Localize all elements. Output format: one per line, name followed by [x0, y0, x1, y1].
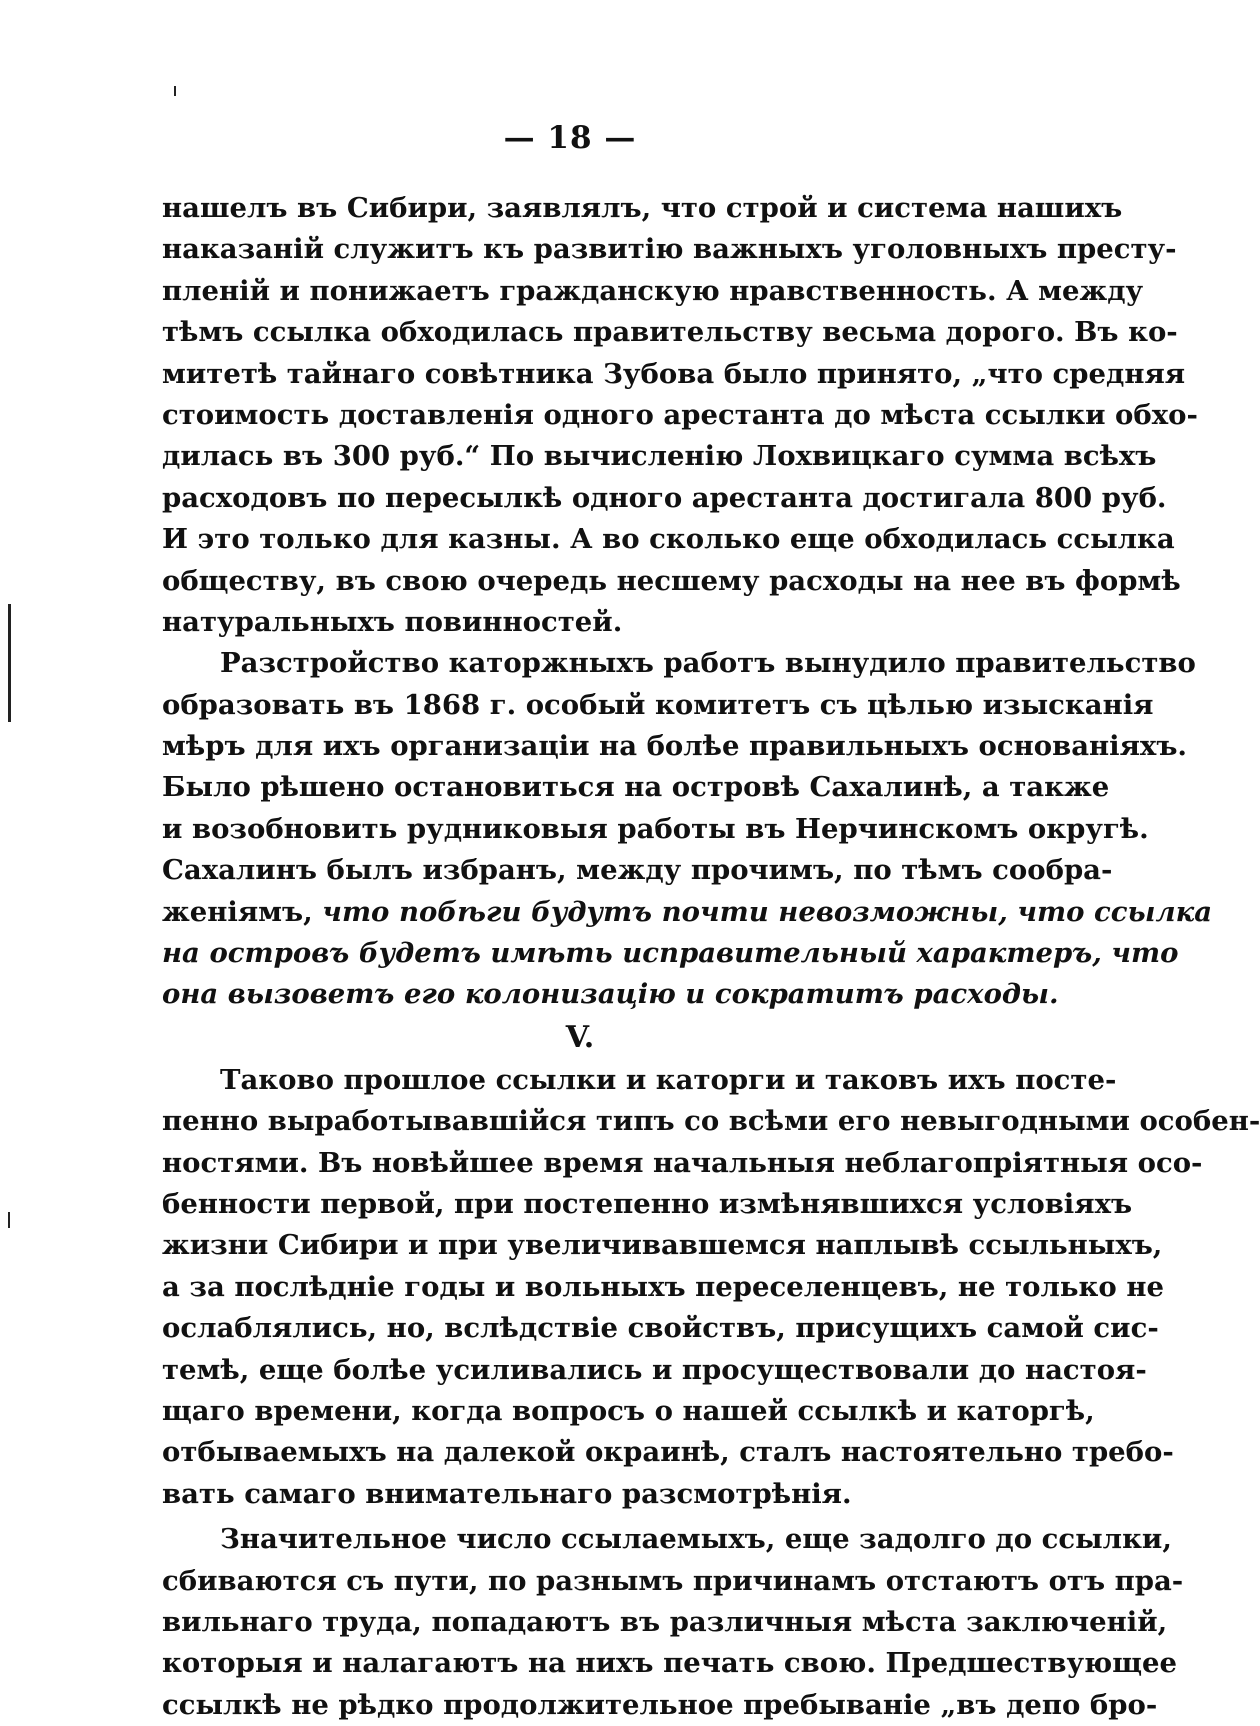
text-line: Сахалинъ былъ избранъ, между прочимъ, по тѣмъ сообра- — [162, 854, 1113, 887]
section-heading: V. — [565, 1019, 595, 1055]
paragraph-4 — [162, 1519, 1184, 1726]
italic-fragment: что побѣги будутъ почти невозможны, что ссылка — [322, 895, 1213, 928]
paragraph-1 — [162, 188, 1198, 643]
text-line: И это только для казны. А во сколько еще обходилась ссылка — [162, 523, 1175, 556]
paragraph-2 — [162, 643, 1213, 1016]
text-column — [162, 188, 1260, 1726]
paragraph-3 — [162, 1060, 1260, 1515]
left-margin-tick-upper — [174, 86, 176, 96]
text-line: Разстройство каторжныхъ работъ вынудило правительство — [220, 647, 1196, 680]
text-line: бенности первой, при постепенно измѣнявшихся условіяхъ — [162, 1187, 1133, 1220]
text-line: ссылкѣ не рѣдко продолжительное пребываніе „въ депо бро- — [162, 1688, 1158, 1721]
page-number: — 18 — — [503, 120, 637, 156]
text-line: Таково прошлое ссылки и каторги и таковъ ихъ посте- — [220, 1063, 1117, 1096]
text-line: дилась въ 300 руб.“ По вычисленію Лохвицкаго сумма всѣхъ — [162, 440, 1157, 473]
text-line: митетѣ тайнаго совѣтника Зубова было принято, „что средняя — [162, 357, 1186, 390]
text-line: обществу, въ свою очередь несшему расходы на нее въ формѣ — [162, 564, 1181, 597]
left-margin-tick-lower — [8, 1212, 10, 1228]
text-line: расходовъ по пересылкѣ одного арестанта достигала 800 руб. — [162, 481, 1167, 514]
text-line: стоимость доставленія одного арестанта до мѣста ссылки обхо- — [162, 398, 1198, 431]
text-line: мѣръ для ихъ организаціи на болѣе правильныхъ основаніяхъ. — [162, 730, 1187, 763]
text-line: Значительное число ссылаемыхъ, еще задолго до ссылки, — [220, 1523, 1172, 1556]
text-line: тѣмъ ссылка обходилась правительству весьма дорого. Въ ко- — [162, 316, 1178, 349]
text-line: ностями. Въ новѣйшее время начальныя неблагопріятныя осо- — [162, 1146, 1203, 1179]
text-line: отбываемыхъ на далекой окраинѣ, сталъ настоятельно требо- — [162, 1436, 1174, 1469]
text-line: Было рѣшено остановиться на островѣ Сахалинѣ, а также — [162, 771, 1110, 804]
text-fragment: женіямъ, — [162, 895, 313, 928]
text-line: а за послѣдніе годы и вольныхъ переселенцевъ, не только не — [162, 1270, 1164, 1303]
text-line: наказаній служитъ къ развитію важныхъ уголовныхъ престу- — [162, 233, 1177, 266]
text-line: жизни Сибири и при увеличивавшемся наплывѣ ссыльныхъ, — [162, 1229, 1163, 1262]
text-line: вать самаго внимательнаго разсмотрѣнія. — [162, 1477, 852, 1510]
text-line: натуральныхъ повинностей. — [162, 605, 623, 638]
text-line: ослаблялись, но, вслѣдствіе свойствъ, присущихъ самой сис- — [162, 1312, 1159, 1345]
text-line: пенно выработывавшійся типъ со всѣми его невыгодными особен- — [162, 1105, 1260, 1138]
text-line: темѣ, еще болѣе усиливались и просуществовали до настоя- — [162, 1353, 1147, 1386]
text-line: нашелъ въ Сибири, заявлялъ, что строй и система нашихъ — [162, 192, 1123, 224]
text-line: и возобновить рудниковыя работы въ Нерчинскомъ округѣ. — [162, 812, 1149, 845]
left-margin-rule — [8, 604, 11, 722]
text-line: вильнаго труда, попадаютъ въ различныя мѣста заключеній, — [162, 1605, 1168, 1638]
text-line: щаго времени, когда вопросъ о нашей ссылкѣ и каторгѣ, — [162, 1394, 1095, 1427]
text-line: сбиваются съ пути, по разнымъ причинамъ отстаютъ отъ пра- — [162, 1564, 1184, 1597]
text-line: которыя и налагаютъ на нихъ печать свою. Предшествующее — [162, 1647, 1177, 1680]
text-line: пленій и понижаетъ гражданскую нравственность. А между — [162, 274, 1144, 307]
italic-line: она вызоветъ его колонизацію и сократитъ расходы. — [162, 978, 1059, 1011]
italic-line: на островъ будетъ имѣть исправительный характеръ, что — [162, 937, 1179, 970]
text-line-mixed — [162, 892, 1213, 933]
text-line: образовать въ 1868 г. особый комитетъ съ цѣлью изысканія — [162, 688, 1154, 721]
